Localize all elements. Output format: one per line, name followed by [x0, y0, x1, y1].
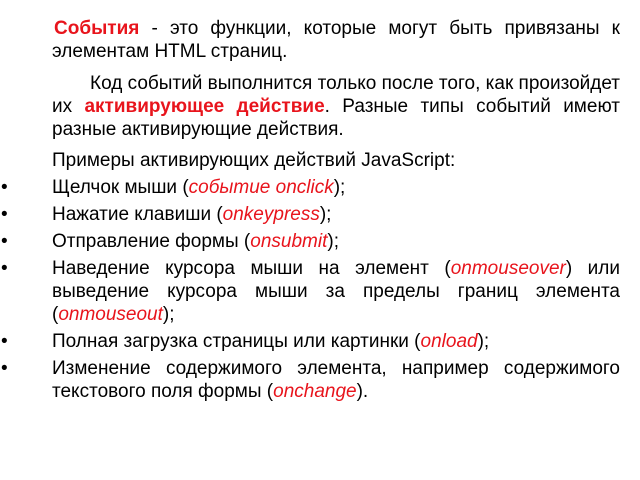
intro-paragraph [52, 17, 620, 63]
list-item-text: Отправление формы ( [52, 231, 251, 252]
intro-paragraph-text: - это функции, которые могут быть привязаны к элементам HTML страниц. [52, 18, 620, 62]
list-item-text: Изменение содержимого элемента, например содержимого текстового поля формы ( [52, 358, 620, 402]
event-name: onmouseover [450, 258, 566, 279]
list-item-text: Нажатие клавиши ( [52, 204, 223, 225]
list-item-text: ); [327, 231, 339, 252]
bullet-icon: • [1, 177, 8, 198]
activation-paragraph [52, 72, 620, 141]
list-item-text: Щелчок мыши ( [52, 177, 189, 198]
activation-paragraph-before: Код событий выполнится только после того, как произойдет их [52, 73, 620, 117]
term-activating-action: активирующее действие [84, 96, 325, 117]
list-item-text: ) или выведение курсора мыши за пределы границ элемента ( [52, 258, 620, 325]
event-name: onmouseout [58, 304, 163, 325]
list-item-text: ); [319, 204, 332, 225]
bullet-icon: • [1, 231, 8, 252]
bullet-icon: • [1, 258, 8, 279]
event-name: onchange [273, 381, 357, 402]
list-item-text: Наведение курсора мыши на элемент ( [52, 258, 451, 279]
list-item-onkeypress [0, 203, 620, 226]
list-item-onclick [0, 176, 620, 199]
event-name: onsubmit [250, 231, 328, 252]
term-events: События [54, 18, 140, 39]
event-name: событие onclick [188, 177, 334, 198]
list-item-onmouseover [0, 257, 620, 326]
list-item-text: ); [162, 304, 175, 325]
event-name: onload [420, 331, 478, 352]
event-name: onkeypress [222, 204, 320, 225]
examples-list [0, 176, 620, 407]
list-item-text: ). [356, 381, 369, 402]
list-item-text: ); [477, 331, 490, 352]
list-item-text: Полная загрузка страницы или картинки ( [52, 331, 421, 352]
bullet-icon: • [1, 331, 8, 352]
bullet-icon: • [1, 204, 8, 225]
activation-paragraph-after: . Разные типы событий имеют разные активирующие действия. [52, 96, 620, 140]
list-item-onload [0, 330, 620, 353]
list-item-onchange [0, 357, 620, 403]
examples-heading: Примеры активирующих действий JavaScript: [52, 150, 456, 171]
list-item-text: ); [333, 177, 346, 198]
bullet-icon: • [1, 358, 8, 379]
list-item-onsubmit [0, 230, 620, 253]
